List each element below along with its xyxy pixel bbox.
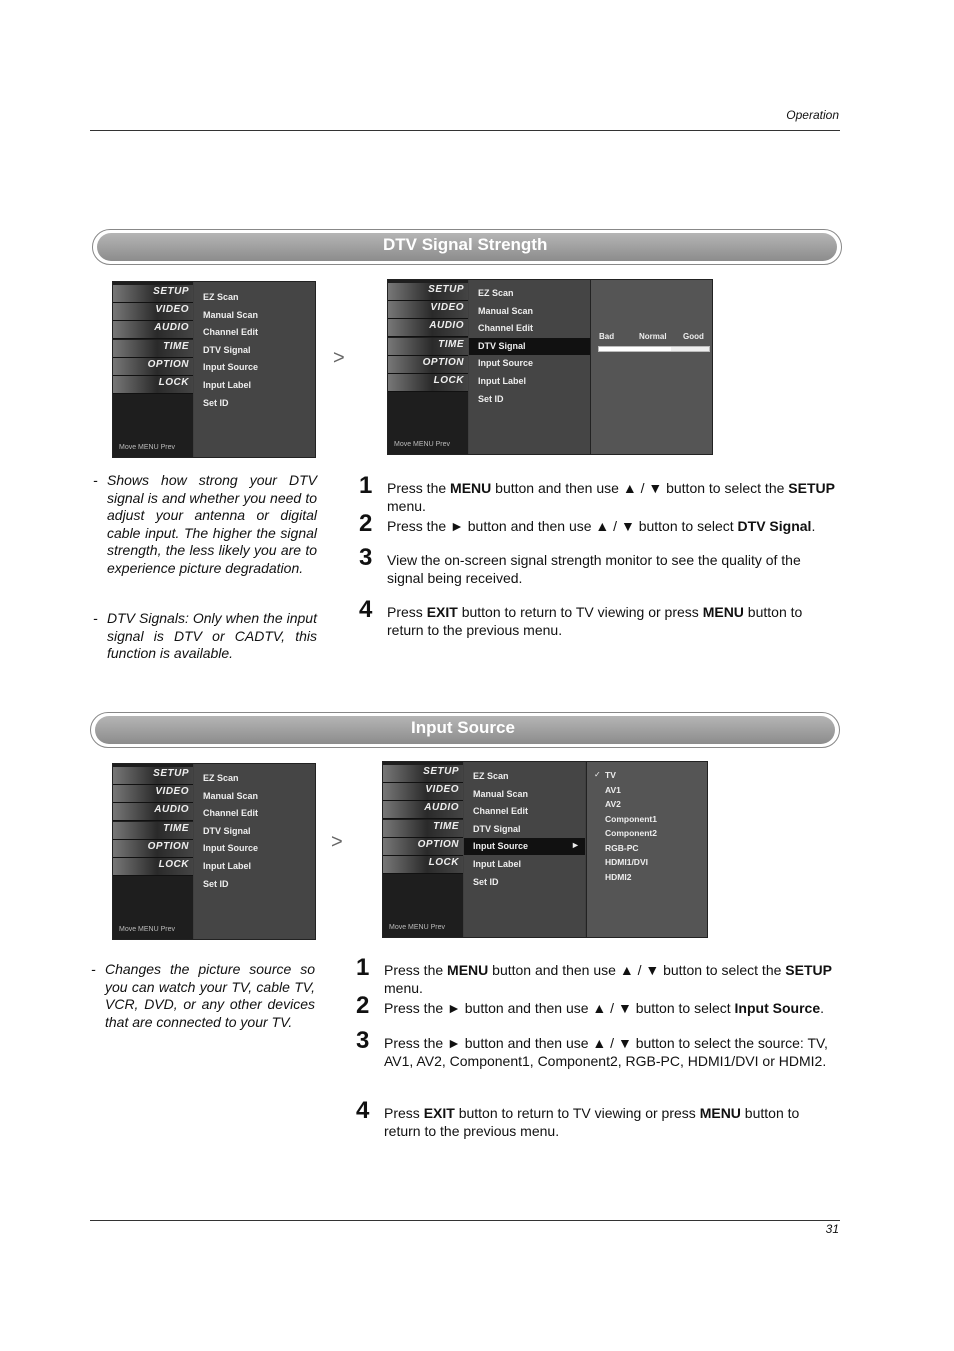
bold-term: MENU: [702, 604, 744, 620]
step-2: [359, 510, 839, 537]
menu-item: Input Source: [203, 362, 259, 373]
menu-item: Input Label: [478, 376, 526, 386]
bottom-rule: [90, 1220, 840, 1221]
menu-tab-label: VIDEO: [425, 784, 459, 796]
step-4: [359, 596, 839, 639]
menu-item: Channel Edit: [473, 806, 529, 817]
menu-item: DTV Signal: [203, 825, 251, 836]
menu-tab-label: OPTION: [147, 840, 189, 852]
menu-tab-setup: [113, 285, 193, 303]
menu-tab-label: VIDEO: [155, 786, 189, 798]
menu-tab-setup: [383, 765, 463, 783]
menu-tab-label: AUDIO: [429, 320, 464, 332]
menu-tab-label: VIDEO: [155, 304, 189, 316]
menu-tab-audio: [388, 319, 468, 337]
setup-menu-input-source: [382, 761, 708, 938]
menu-item: EZ Scan: [203, 773, 239, 783]
menu-tab-time: [113, 822, 193, 840]
menu-tab-label: AUDIO: [154, 804, 189, 816]
menu-tab-label: OPTION: [147, 358, 189, 370]
check-icon: ✓: [594, 770, 601, 779]
setup-menu-2: [112, 763, 316, 940]
note-dash: -: [93, 472, 98, 488]
menu-item: DTV Signal: [203, 344, 251, 355]
step-text: View the on-screen signal strength monitor to see the quality of the signal being received.: [387, 552, 801, 586]
menu-tab-label: TIME: [438, 338, 464, 350]
menu-items: [469, 280, 590, 454]
menu-tab-time: [388, 338, 468, 356]
menu-item: Set ID: [478, 393, 504, 404]
dtv-section-title: DTV Signal Strength: [383, 235, 548, 254]
menu-tab-video: [113, 303, 193, 321]
step-4: [356, 1097, 836, 1140]
step-number: 2: [359, 510, 373, 537]
signal-label-good: Good: [683, 332, 704, 341]
menu-tab-option: [113, 840, 193, 858]
page-number: 31: [825, 1222, 839, 1236]
setup-menu-dtv-signal: [387, 279, 713, 455]
menu-tab-video: [388, 301, 468, 319]
menu-item: Channel Edit: [203, 327, 259, 338]
signal-label-bad: Bad: [599, 332, 615, 341]
note-body: DTV Signals: Only when the input signal is DTV or CADTV, this function is available.: [107, 610, 317, 661]
menu-item: Input Source: [464, 838, 585, 855]
bold-term: SETUP: [788, 480, 835, 496]
source-item: Component1: [605, 813, 657, 824]
step-1: [356, 954, 836, 997]
menu-tab-audio: [383, 801, 463, 819]
menu-tab-label: SETUP: [428, 284, 464, 295]
input-section-title: Input Source: [411, 718, 515, 737]
signal-panel: [590, 280, 712, 454]
menu-item: DTV Signal: [469, 338, 590, 355]
menu-items: [194, 764, 315, 939]
menu-item: Channel Edit: [478, 323, 534, 334]
menu-item: Manual Scan: [473, 788, 529, 799]
input-section-header: [90, 712, 840, 748]
menu-tab-label: SETUP: [153, 286, 189, 297]
source-item: AV1: [605, 784, 621, 795]
step-number: 3: [356, 1027, 370, 1054]
menu-tab-option: [113, 358, 193, 376]
source-item: RGB-PC: [605, 842, 639, 853]
menu-items: [464, 762, 585, 937]
menu-tab-lock: [113, 376, 193, 394]
note-text: [91, 961, 315, 1031]
menu-tab-audio: [113, 803, 193, 821]
step-text: Press the ► button and then use ▲ / ▼ button to select DTV Signal.: [387, 518, 816, 534]
header-label: Operation: [786, 108, 839, 122]
step-2: [356, 992, 836, 1019]
step-text: Press the ► button and then use ▲ / ▼ button to select Input Source.: [384, 1000, 824, 1016]
menu-tab-video: [383, 783, 463, 801]
arrow-icon: >: [333, 347, 345, 369]
menu-item: EZ Scan: [473, 771, 509, 781]
menu-item: Input Label: [473, 859, 521, 869]
menu-tab-label: TIME: [433, 820, 459, 832]
menu-tab-label: TIME: [163, 822, 189, 834]
menu-tab-setup: [113, 767, 193, 785]
menu-item: Channel Edit: [203, 808, 259, 819]
menu-tab-label: OPTION: [422, 356, 464, 368]
menu-tab-label: AUDIO: [154, 322, 189, 334]
source-item: AV2: [605, 799, 621, 809]
step-3: [359, 544, 839, 587]
menu-tab-label: LOCK: [158, 859, 189, 870]
menu-item: Manual Scan: [203, 790, 259, 801]
menu-item: Set ID: [203, 878, 229, 889]
step-3: [356, 1027, 836, 1070]
menu-tab-audio: [113, 321, 193, 339]
step-number: 1: [359, 472, 373, 499]
step-number: 2: [356, 992, 370, 1019]
step-text: Press EXIT button to return to TV viewing or press MENU button to return to the previous menu.: [387, 604, 803, 638]
menu-tabs: [113, 764, 193, 939]
menu-tab-label: TIME: [163, 340, 189, 352]
menu-tabs: [113, 282, 193, 457]
submenu-arrow-icon: ►: [571, 840, 580, 850]
menu-tab-video: [113, 785, 193, 803]
menu-tab-time: [113, 340, 193, 358]
menu-tab-label: LOCK: [428, 857, 459, 868]
arrow-icon: >: [331, 831, 343, 853]
step-number: 3: [359, 544, 373, 571]
menu-tab-label: SETUP: [153, 768, 189, 779]
menu-item: Input Source: [203, 843, 259, 854]
step-1: [359, 472, 839, 515]
bold-term: MENU: [447, 962, 489, 978]
step-text: Press EXIT button to return to TV viewing or press MENU button to return to the previous menu.: [384, 1105, 800, 1139]
menu-footer: Move MENU Prev: [394, 441, 451, 448]
menu-tab-time: [383, 820, 463, 838]
menu-item: EZ Scan: [203, 292, 239, 302]
menu-item: EZ Scan: [478, 288, 514, 298]
menu-item: DTV Signal: [473, 823, 521, 834]
dtv-section-header: [92, 229, 842, 265]
bold-term: EXIT: [426, 604, 458, 620]
menu-tab-option: [388, 356, 468, 374]
bold-term: SETUP: [785, 962, 832, 978]
note-body: Shows how strong your DTV signal is and whether you need to adjust your antenna or digital cable input. The higher the signal strength, the less likely you are to experience picture degradation.: [107, 472, 317, 576]
setup-menu-1: [112, 281, 316, 458]
bold-term: MENU: [699, 1105, 741, 1121]
signal-label-normal: Normal: [639, 332, 667, 341]
note-text: [93, 610, 317, 663]
menu-tab-lock: [113, 858, 193, 876]
note-dash: -: [93, 610, 98, 626]
menu-tab-lock: [388, 374, 468, 392]
menu-item: Set ID: [473, 876, 499, 887]
note-dash: -: [91, 961, 96, 977]
bold-term: Input Source: [734, 1000, 821, 1016]
menu-item: Input Label: [203, 380, 251, 390]
menu-tab-lock: [383, 856, 463, 874]
note-body: Changes the picture source so you can watch your TV, cable TV, VCR, DVD, or any other devices that are connected to your TV.: [105, 961, 315, 1030]
menu-tab-label: LOCK: [433, 375, 464, 386]
menu-item: Set ID: [203, 397, 229, 408]
menu-tab-label: SETUP: [423, 766, 459, 777]
menu-tabs: [388, 280, 468, 454]
signal-strength-fill: [599, 347, 671, 351]
step-text: Press the MENU button and then use ▲ / ▼ button to select the SETUP menu.: [384, 962, 832, 996]
bold-term: DTV Signal: [737, 518, 812, 534]
menu-items: [194, 282, 315, 457]
menu-footer: Move MENU Prev: [119, 926, 176, 933]
menu-tabs: [383, 762, 463, 937]
menu-tab-label: AUDIO: [424, 802, 459, 814]
source-list-panel: [586, 762, 707, 937]
menu-item: Input Source: [478, 358, 534, 369]
menu-footer: Move MENU Prev: [389, 924, 446, 931]
step-text: Press the ► button and then use ▲ / ▼ button to select the source: TV, AV1, AV2, Component1, Component2, RGB-PC, HDMI1/DVI or HDMI2.: [384, 1035, 828, 1069]
bold-term: EXIT: [423, 1105, 455, 1121]
menu-tab-label: OPTION: [417, 838, 459, 850]
menu-item: Manual Scan: [478, 305, 534, 316]
signal-strength-bar: [598, 346, 710, 352]
menu-item: Manual Scan: [203, 309, 259, 320]
note-text: [93, 472, 317, 577]
step-number: 4: [359, 596, 373, 623]
top-rule: [90, 130, 840, 131]
step-text: Press the MENU button and then use ▲ / ▼ button to select the SETUP menu.: [387, 480, 835, 514]
menu-item: Input Label: [203, 861, 251, 871]
source-item: HDMI1/DVI: [605, 857, 648, 867]
source-item: Component2: [605, 828, 657, 838]
menu-tab-setup: [388, 283, 468, 301]
menu-tab-option: [383, 838, 463, 856]
menu-footer: Move MENU Prev: [119, 444, 176, 451]
source-item: TV: [605, 770, 616, 780]
source-item: HDMI2: [605, 871, 632, 882]
menu-tab-label: VIDEO: [430, 302, 464, 314]
step-number: 1: [356, 954, 370, 981]
menu-tab-label: LOCK: [158, 377, 189, 388]
step-number: 4: [356, 1097, 370, 1124]
bold-term: MENU: [450, 480, 492, 496]
